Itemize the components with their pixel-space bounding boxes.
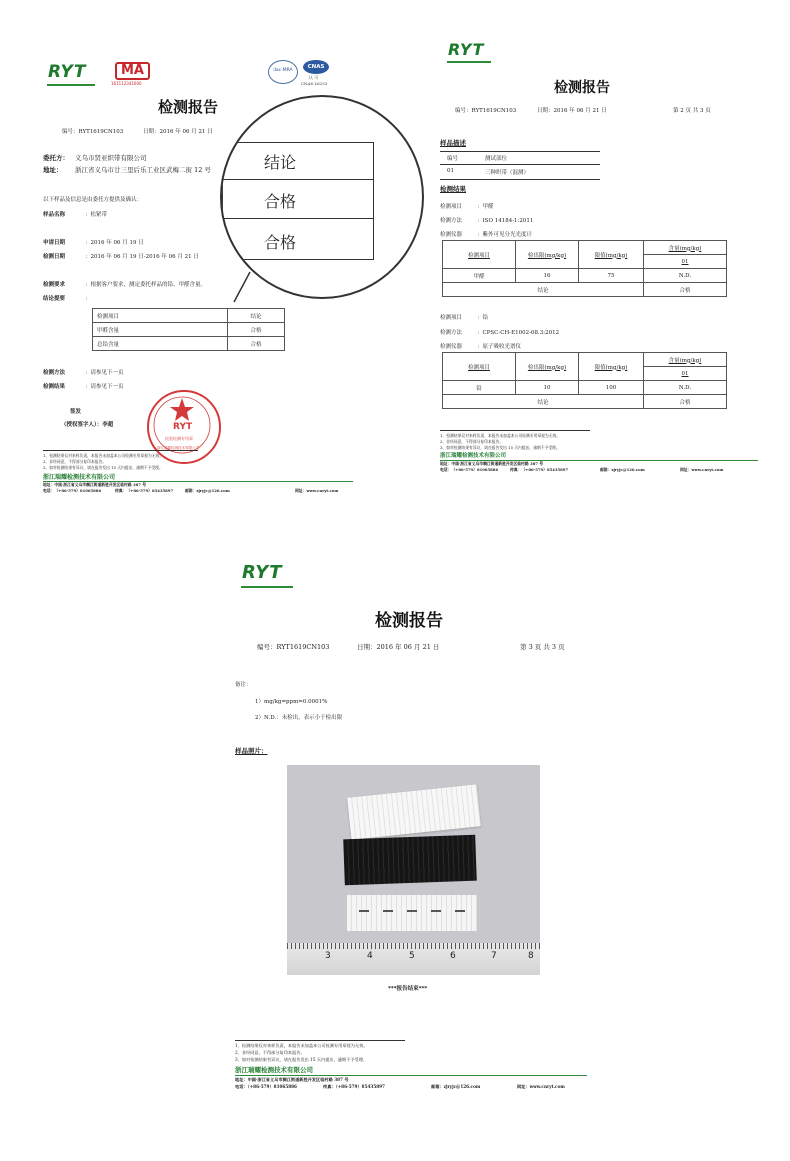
ruler-num: 6: [450, 951, 456, 961]
cell-mdl: 16: [516, 269, 579, 283]
zoom-row-1: [222, 142, 374, 180]
page-number: 第 2 页 共 3 页: [673, 108, 711, 114]
sample-value: ：松紧带: [85, 212, 108, 218]
footer-note-2: 2、非经同意，不得部分复印本报告。: [43, 459, 107, 464]
report-title: 检测报告: [158, 98, 219, 116]
report-title: 检测报告: [375, 611, 443, 631]
ruler-num: 7: [491, 951, 497, 961]
cma-logo: [111, 60, 155, 86]
report-date: 日期：2016 年 06 月 21 日: [143, 129, 213, 135]
th-item: 检测项目: [443, 241, 516, 269]
footer-note-3: 3、如对检测结果有异议，请在报告发出 15 天内提出，逾期不予受理。: [43, 465, 163, 470]
footer-fax: 传真：（+86-579）85435897: [115, 488, 174, 493]
table-row: [443, 353, 727, 367]
summary-cell: 检测项目: [93, 309, 228, 323]
footer-green-line: [235, 1075, 587, 1076]
ryt-logo: RYT: [448, 40, 485, 59]
sample-label: 样品名称: [43, 212, 66, 218]
th-content: 含量(mg/kg): [644, 353, 727, 367]
footer-address: 地址：中国·浙江省义乌市稠江街道新胜开发区临村路 387 号: [440, 461, 544, 466]
p-method-value: ：CPSC-CH-E1002-08.3:2012: [477, 330, 560, 336]
black-band: [343, 835, 477, 886]
buttonhole: [383, 910, 393, 912]
footer-company: 浙江瑞耀检测技术有限公司: [43, 474, 116, 481]
cell-conclusion-value: 合格: [644, 283, 727, 297]
buttonhole: [359, 910, 369, 912]
zoom-row-3: [222, 218, 374, 260]
result-label: 检测结果: [43, 384, 66, 390]
cnas-mark: CNAS: [303, 60, 329, 74]
ryt-logo: RYT: [242, 562, 283, 583]
th-item: 检测项目: [443, 353, 516, 381]
address-label: 地址：: [43, 166, 63, 174]
requirement-value: ：根据客户要求，测定委托样品的铅、甲醛含量。: [85, 282, 207, 288]
th-mdl: 检出限(mg/kg): [516, 353, 579, 381]
summary-value: ：: [85, 296, 91, 302]
summary-cell: 总铅含量: [93, 337, 228, 351]
client-value: 义乌市贤亚织带有限公司: [75, 154, 147, 162]
report-title: 检测报告: [554, 80, 610, 96]
ilac-label: ilac-MRA: [273, 68, 293, 73]
cnas-logo: [301, 58, 335, 88]
signatory: （授权签字人）：李超: [61, 422, 114, 428]
footer-note-1: 1、检测结果仅对来样负责，本报告未加盖本公司检测专用章视为无效。: [43, 453, 164, 458]
table-row: [93, 323, 285, 337]
report-number: 编号：RYT1619CN103: [257, 643, 330, 651]
report-date: 日期：2016 年 06 月 21 日: [357, 643, 440, 651]
zoom-text-1: 结论: [264, 153, 297, 172]
f-instr-label: 检测仪器: [440, 232, 463, 238]
method-label: 检测方法: [43, 370, 66, 376]
photo-label: 样品照片：: [235, 747, 268, 755]
footer-note-1: 1、检测结果仅对来样负责，本报告未加盖本公司检测专用章视为无效。: [235, 1043, 368, 1048]
sample-photo: [287, 765, 540, 975]
p-instr-value: ：原子吸收光谱仪: [477, 344, 522, 350]
footer-tel: 电话：（+86-579）81065886: [235, 1084, 297, 1089]
cell-conclusion-label: 结论: [443, 283, 644, 297]
ruler-num: 5: [409, 951, 415, 961]
desc-part: 三种织带（混测）: [485, 170, 530, 176]
table-row: [443, 395, 727, 409]
cell-item: 铅: [443, 381, 516, 395]
buttonhole: [407, 910, 417, 912]
white-band-top: [347, 784, 481, 839]
f-item-label: 检测项目: [440, 204, 463, 210]
footer-tel: 电话：（+86-579）81065886: [440, 467, 499, 472]
desc-col-no: 编号: [447, 156, 459, 162]
desc-col-part: 测试部位: [485, 156, 508, 162]
lead-table: [442, 352, 727, 409]
th-no: 01: [644, 255, 727, 269]
ruler-num: 8: [528, 951, 534, 961]
footer-note-2: 2、非经同意，不得部分复印本报告。: [440, 439, 504, 444]
table-row: [93, 337, 285, 351]
note-2: 2）N.D.：未检出，表示小于检出限: [255, 715, 343, 721]
result-heading: 检测结果: [440, 185, 466, 193]
cell-limit: 75: [579, 269, 644, 283]
summary-label: 结论提要: [43, 296, 66, 302]
th-content: 含量(mg/kg): [644, 241, 727, 255]
address-value: 浙江省义乌市廿三里后乐工业区武梅二街 12 号: [75, 166, 211, 174]
buttonhole: [455, 910, 465, 912]
report-number: 编号：RYT1619CN103: [62, 129, 124, 135]
th-mdl: 检出限(mg/kg): [516, 241, 579, 269]
footer-address: 地址：中国·浙江省义乌市稠江街道新胜开发区临村路 387 号: [43, 482, 147, 487]
desc-line-mid: [440, 164, 600, 165]
cnas-sub: CNAS L6253: [301, 81, 328, 86]
f-instr-value: ：紫外可见分光光度计: [477, 232, 533, 238]
summary-cell: 结论: [228, 309, 285, 323]
sample-desc-heading: 样品描述: [440, 139, 466, 147]
ruler-ticks: [287, 943, 540, 949]
desc-line-top: [440, 151, 600, 152]
th-no: 01: [644, 367, 727, 381]
cma-number: 161112341600: [111, 81, 142, 86]
stamp-text: 浙江瑞耀检测技术有限公司: [157, 446, 199, 450]
page-number: 第 3 页 共 3 页: [520, 643, 565, 651]
note-1: 1）mg/kg=ppm=0.0001%: [255, 699, 328, 705]
footer-web: 网址：www.cnryt.com: [517, 1084, 565, 1089]
logo-underline: [47, 84, 95, 86]
intro-text: 以下样品及信息是由委托方提供及确认：: [43, 197, 143, 203]
report-page-2: [437, 30, 767, 480]
p-method-label: 检测方法: [440, 330, 463, 336]
p-item-label: 检测项目: [440, 315, 463, 321]
apply-date-value: ：2016 年 06 月 19 日: [85, 240, 144, 246]
desc-line-bottom: [440, 179, 600, 180]
method-value: ：请参见下一页: [85, 370, 124, 376]
apply-date-label: 申请日期: [43, 240, 66, 246]
ilac-logo: [268, 60, 298, 84]
test-date-label: 检测日期: [43, 254, 66, 260]
report-number: 编号：RYT1619CN103: [455, 108, 517, 114]
buttonhole: [431, 910, 441, 912]
summary-cell: 合格: [228, 323, 285, 337]
footer-note-3: 3、如对检测结果有异议，请在报告发出 15 天内提出，逾期不予受理。: [235, 1057, 368, 1062]
cell-conclusion-value: 合格: [644, 395, 727, 409]
table-row: [443, 381, 727, 395]
ryt-logo: RYT: [48, 62, 87, 82]
zoom-row-2: [222, 179, 374, 219]
sign-label: 签发: [70, 409, 82, 415]
notes-label: 备注：: [235, 682, 252, 688]
f-method-value: ：ISO 14184-1:2011: [477, 218, 534, 224]
client-label: 委托方：: [43, 154, 69, 162]
formaldehyde-table: [442, 240, 727, 297]
ruler: [287, 943, 540, 975]
footer-fax: 传真：（+86-579）85435897: [510, 467, 569, 472]
footer-web: 网址：www.cnryt.com: [680, 467, 724, 472]
summary-cell: 合格: [228, 337, 285, 351]
p-item-value: ：铅: [477, 315, 489, 321]
footer-email: 邮箱：zjryjc@126.com: [600, 467, 645, 472]
cell-content: N.D.: [644, 269, 727, 283]
table-row: [443, 269, 727, 283]
cell-content: N.D.: [644, 381, 727, 395]
footer-company: 浙江瑞耀检测技术有限公司: [235, 1066, 313, 1074]
stamp-mark: RYT: [173, 422, 193, 432]
footer-fax: 传真：（+86-579）85435897: [323, 1084, 385, 1089]
requirement-label: 检测要求: [43, 282, 66, 288]
result-value: ：请参见下一页: [85, 384, 124, 390]
footer-address: 地址：中国·浙江省义乌市稠江街道新胜开发区临村路 387 号: [235, 1077, 349, 1082]
f-method-label: 检测方法: [440, 218, 463, 224]
ruler-num: 3: [325, 951, 331, 961]
stamp-sub: 检验检测专用章: [165, 436, 193, 441]
ruler-num: 4: [367, 951, 373, 961]
footer-divider: [235, 1040, 405, 1041]
cnas-cn: 认 可: [309, 75, 319, 80]
white-band-bottom: [347, 895, 477, 931]
summary-cell: 甲醛含量: [93, 323, 228, 337]
th-limit: 限值(mg/kg): [579, 241, 644, 269]
footer-email: 邮箱：zjryjc@126.com: [431, 1084, 481, 1089]
zoom-magnifier: [220, 95, 424, 299]
th-limit: 限值(mg/kg): [579, 353, 644, 381]
f-item-value: ：甲醛: [477, 204, 494, 210]
footer-note-1: 1、检测结果仅对来样负责，本报告未加盖本公司检测专用章视为无效。: [440, 433, 561, 438]
report-date: 日期：2016 年 06 月 21 日: [537, 108, 607, 114]
cell-item: 甲醛: [443, 269, 516, 283]
footer-company: 浙江瑞耀检测技术有限公司: [440, 453, 507, 459]
footer-note-3: 3、如对检测结果有异议，请在报告发出 15 天内提出，逾期不予受理。: [440, 445, 560, 450]
footer-divider: [43, 450, 198, 451]
logo-underline: [447, 61, 491, 63]
test-date-value: ：2016 年 06 月 19 日-2016 年 06 月 21 日: [85, 254, 199, 260]
table-row: [93, 309, 285, 323]
cell-conclusion-label: 结论: [443, 395, 644, 409]
footer-note-2: 2、非经同意，不得部分复印本报告。: [235, 1050, 305, 1055]
zoom-pointer: [228, 270, 258, 310]
footer-divider: [440, 430, 590, 431]
table-row: [443, 241, 727, 255]
footer-tel: 电话：（+86-579）81065886: [43, 488, 102, 493]
summary-table: [92, 308, 285, 351]
zoom-text-2: 合格: [264, 192, 297, 211]
footer-web: 网址：www.cnryt.com: [295, 488, 339, 493]
report-end: ***报告结束***: [388, 986, 428, 992]
zoom-text-3: 合格: [264, 233, 297, 252]
logo-underline: [241, 586, 293, 588]
table-row: [443, 283, 727, 297]
cell-mdl: 10: [516, 381, 579, 395]
cell-limit: 100: [579, 381, 644, 395]
footer-email: 邮箱：zjryjc@126.com: [185, 488, 230, 493]
desc-no: 01: [447, 168, 454, 174]
p-instr-label: 检测仪器: [440, 344, 463, 350]
report-page-3: [225, 550, 595, 1110]
cma-mark: MA: [115, 62, 150, 80]
